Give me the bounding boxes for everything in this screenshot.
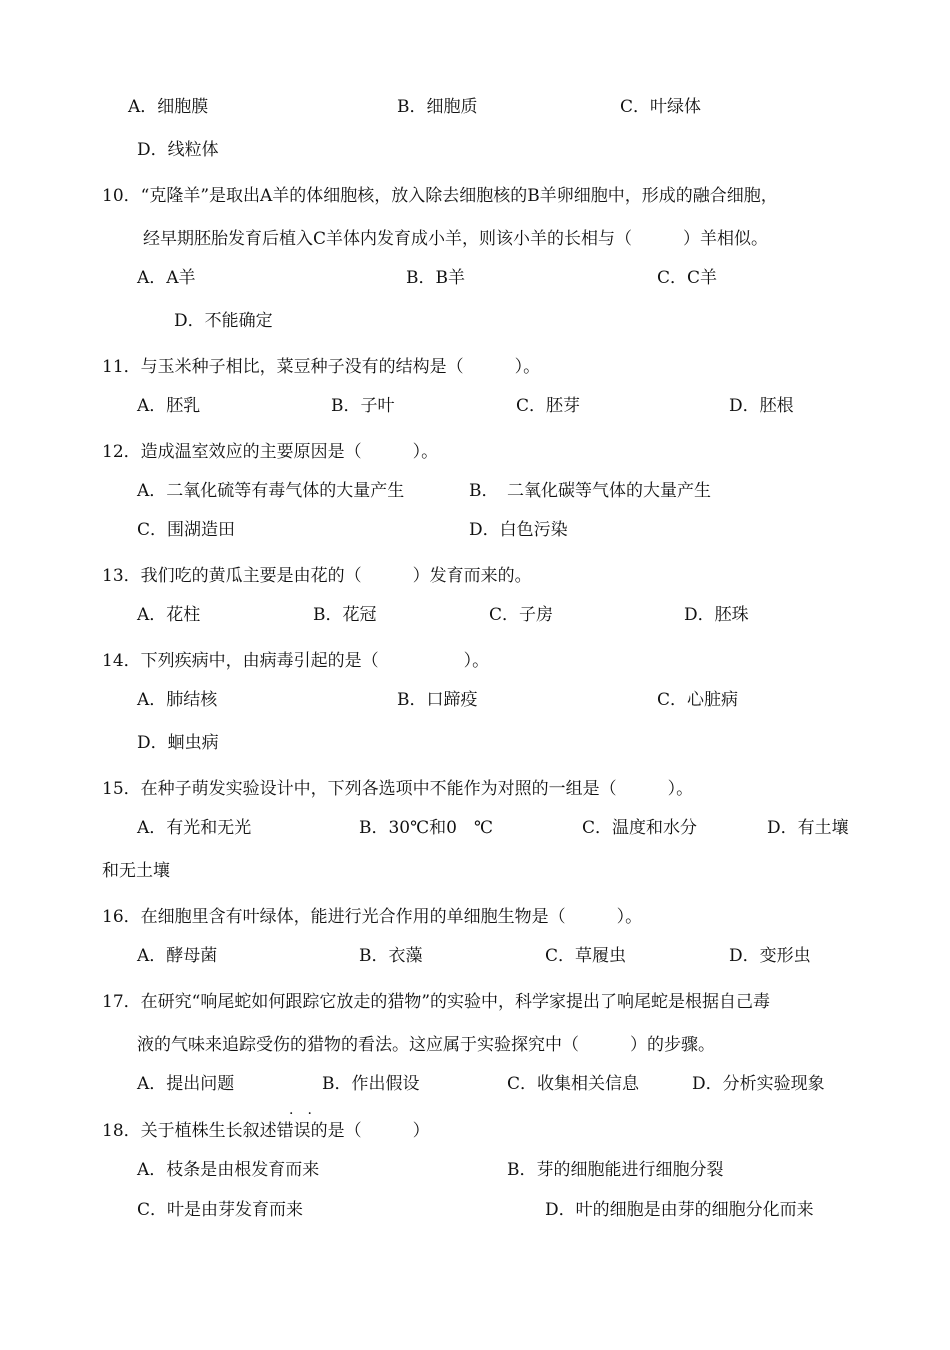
- q9-option-b: B．细胞质: [397, 97, 478, 117]
- q13-option-d: D．胚珠: [684, 605, 749, 625]
- q12-option-d: D．白色污染: [469, 520, 568, 540]
- q15-stem: 15．在种子萌发实验设计中，下列各选项中不能作为对照的一组是（ ）。: [102, 779, 694, 799]
- q9-option-a: A．细胞膜: [128, 97, 209, 117]
- q11-option-d: D．胚根: [729, 396, 794, 416]
- q13-option-b: B．花冠: [313, 605, 377, 625]
- q13-option-c: C．子房: [489, 605, 554, 625]
- q11-stem: 11．与玉米种子相比，菜豆种子没有的结构是（ ）。: [102, 357, 541, 377]
- q13-stem: 13．我们吃的黄瓜主要是由花的（ ）发育而来的。: [102, 566, 532, 586]
- q17-stem-line1: 17．在研究“响尾蛇如何跟踪它放走的猎物”的实验中，科学家提出了响尾蛇是根据自己毒: [102, 992, 771, 1012]
- q15-option-c: C．温度和水分: [582, 818, 698, 838]
- q11-option-a: A．胚乳: [137, 396, 201, 416]
- q16-option-c: C．草履虫: [545, 946, 627, 966]
- q12-option-a: A．二氧化硫等有毒气体的大量产生: [137, 481, 405, 501]
- q18-option-b: B．芽的细胞能进行细胞分裂: [507, 1160, 724, 1180]
- q14-option-a: A．肺结核: [137, 690, 218, 710]
- q17-stem-line2: 液的气味来追踪受伤的猎物的看法。这应属于实验探究中（ ）的步骤。: [137, 1035, 715, 1055]
- q14-option-d: D．蛔虫病: [137, 733, 219, 753]
- q10-option-b: B．B羊: [406, 268, 465, 288]
- q16-option-b: B．衣藻: [359, 946, 423, 966]
- q12-option-b: B． 二氧化碳等气体的大量产生: [469, 481, 711, 501]
- q12-stem: 12．造成温室效应的主要原因是（ ）。: [102, 442, 439, 462]
- q10-stem-line1: 10．“克隆羊”是取出A羊的体细胞核，放入除去细胞核的B羊卵细胞中，形成的融合细胞，: [102, 186, 778, 206]
- q14-stem: 14．下列疾病中，由病毒引起的是（ ）。: [102, 651, 490, 671]
- q14-option-c: C．心脏病: [657, 690, 739, 710]
- q17-option-b: B．作出假设: [322, 1074, 420, 1094]
- q18-stem: 18．关于植株生长叙述错误的是（ ）: [102, 1121, 430, 1141]
- q13-option-a: A．花柱: [137, 605, 201, 625]
- q10-option-a: A．A羊: [137, 268, 196, 288]
- q15-option-a: A．有光和无光: [137, 818, 252, 838]
- q16-option-d: D．变形虫: [729, 946, 811, 966]
- q10-stem-line2: 经早期胚胎发育后植入C羊体内发育成小羊，则该小羊的长相与（ ）羊相似。: [143, 229, 769, 249]
- q10-option-d: D．不能确定: [174, 311, 273, 331]
- q15-option-d-continued: 和无土壤: [102, 861, 170, 881]
- q16-option-a: A．酵母菌: [137, 946, 218, 966]
- q9-option-c: C．叶绿体: [620, 97, 702, 117]
- q17-option-a: A．提出问题: [137, 1074, 235, 1094]
- q18-option-c: C．叶是由芽发育而来: [137, 1200, 304, 1220]
- q18-option-d: D．叶的细胞是由芽的细胞分化而来: [545, 1200, 814, 1220]
- q14-option-b: B．口蹄疫: [397, 690, 478, 710]
- q11-option-c: C．胚芽: [516, 396, 581, 416]
- q17-option-c: C．收集相关信息: [507, 1074, 640, 1094]
- q11-option-b: B．子叶: [331, 396, 395, 416]
- q18-emphasis-dots: · ·: [289, 1106, 312, 1122]
- q12-option-c: C．围湖造田: [137, 520, 236, 540]
- q18-option-a: A．枝条是由根发育而来: [137, 1160, 320, 1180]
- q15-option-d: D．有土壤: [767, 818, 849, 838]
- q17-option-d: D．分析实验现象: [692, 1074, 825, 1094]
- q9-option-d: D．线粒体: [137, 140, 219, 160]
- q16-stem: 16．在细胞里含有叶绿体，能进行光合作用的单细胞生物是（ ）。: [102, 907, 643, 927]
- q15-option-b: B．30℃和0 ℃: [359, 818, 493, 838]
- q10-option-c: C．C羊: [657, 268, 718, 288]
